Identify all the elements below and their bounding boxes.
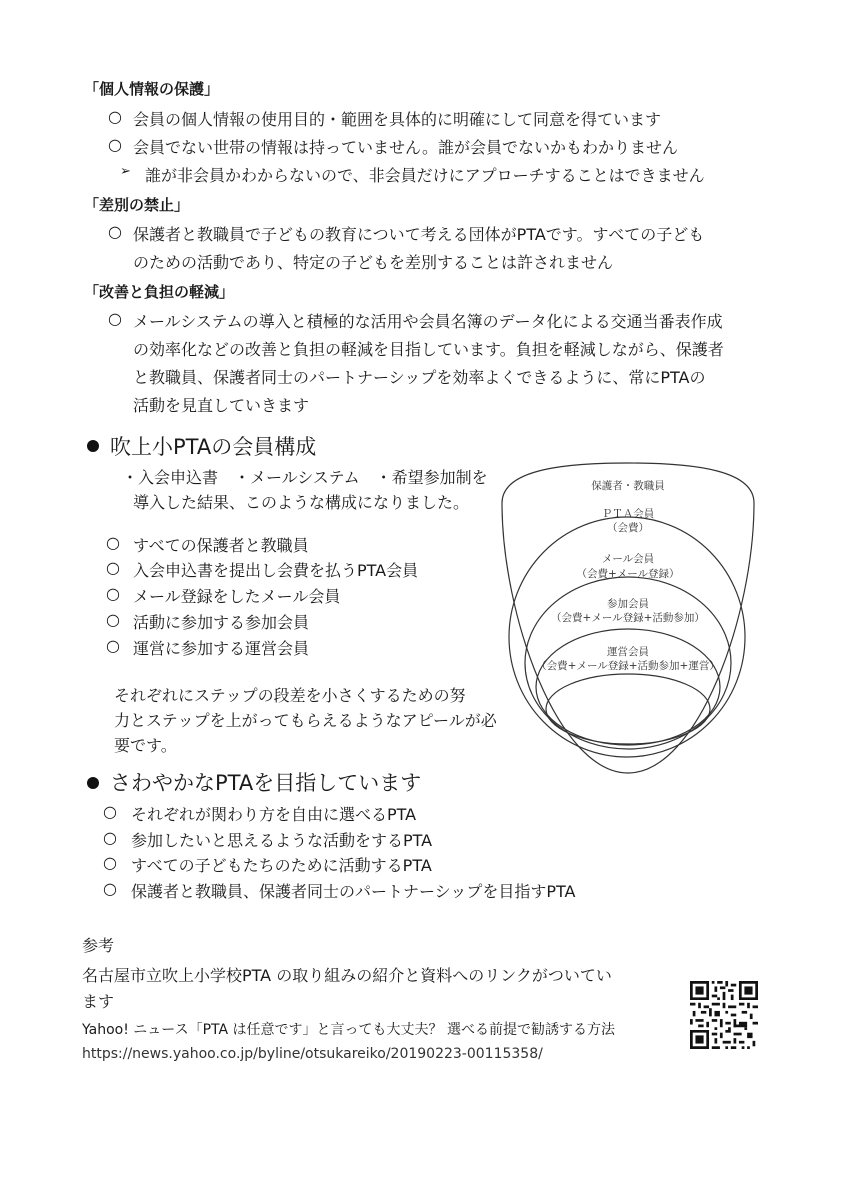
- improvement-line: の効率化などの改善と負担の軽減を目指しています。負担を軽減しながら、保護者: [133, 340, 724, 359]
- privacy-item: 会員の個人情報の使用目的・範囲を具体的に明確にして同意を得ています: [133, 110, 662, 129]
- improvement-line: 活動を見直していきます: [133, 396, 310, 415]
- qr-code-icon[interactable]: [690, 981, 758, 1049]
- diagram-sublabel: （会費+メール登録）: [576, 568, 680, 580]
- membership-note-line: 要です。: [114, 736, 177, 755]
- membership-item: すべての保護者と教職員: [133, 536, 309, 555]
- circle-bullet-icon: ○: [103, 853, 117, 872]
- circle-bullet-icon: ○: [106, 533, 120, 552]
- membership-item: 活動に参加する参加会員: [133, 613, 310, 632]
- reference-desc-line: ます: [82, 992, 115, 1011]
- membership-diagram: [478, 455, 778, 780]
- refreshing-item: 参加したいと思えるような活動をするPTA: [131, 831, 433, 850]
- improvement-line: と教職員、保護者同士のパートナーシップを効率よくできるように、常にPTAの: [133, 368, 706, 387]
- bullet-dot-icon: [87, 777, 99, 789]
- reference-heading: 参考: [82, 936, 115, 955]
- privacy-sub-item: 誰が非会員かわからないので、非会員だけにアプローチすることはできません: [145, 166, 705, 185]
- membership-item: 入会申込書を提出し会費を払うPTA会員: [133, 561, 419, 580]
- circle-bullet-icon: ○: [108, 222, 122, 241]
- improvement-line: メールシステムの導入と積極的な活用や会員名簿のデータ化による交通当番表作成: [133, 312, 723, 331]
- discrimination-heading: 「差別の禁止」: [84, 196, 190, 214]
- reference-article-title: Yahoo! ニュース「PTA は任意です」と言っても大丈夫？ 選べる前提で勧誘する方法: [82, 1022, 615, 1038]
- membership-intro-line: ・入会申込書 ・メールシステム ・希望参加制を: [122, 468, 488, 487]
- circle-bullet-icon: ○: [108, 107, 122, 126]
- membership-item: メール登録をしたメール会員: [133, 587, 341, 606]
- discrimination-line: のための活動であり、特定の子どもを差別することは許されません: [133, 253, 614, 272]
- membership-item: 運営に参加する運営会員: [133, 639, 310, 658]
- diagram-sublabel: （会費+メール登録+活動参加）: [551, 612, 705, 624]
- reference-desc-line: 名古屋市立吹上小学校PTA の取り組みの紹介と資料へのリンクがついてい: [82, 966, 612, 985]
- circle-bullet-icon: ○: [103, 828, 117, 847]
- refreshing-item: それぞれが関わり方を自由に選べるPTA: [131, 805, 417, 824]
- circle-bullet-icon: ○: [106, 584, 120, 603]
- diagram-label: ＰＴＡ会員: [601, 508, 655, 520]
- diagram-label: メール会員: [601, 553, 655, 565]
- privacy-item: 会員でない世帯の情報は持っていません。誰が会員でないかもわかりません: [133, 138, 678, 157]
- circle-bullet-icon: ○: [108, 135, 122, 154]
- circle-bullet-icon: ○: [103, 802, 117, 821]
- bullet-dot-icon: [87, 440, 99, 452]
- discrimination-line: 保護者と教職員で子どもの教育について考える団体がPTAです。すべての子ども: [133, 225, 705, 244]
- arrow-bullet-icon: ➢: [120, 164, 131, 179]
- diagram-label: 参加会員: [607, 598, 649, 610]
- reference-url-link[interactable]: https://news.yahoo.co.jp/byline/otsukareiko/20190223-00115358/: [82, 1046, 543, 1062]
- privacy-heading: 「個人情報の保護」: [84, 80, 220, 98]
- improvement-heading: 「改善と負担の軽減」: [84, 283, 235, 301]
- diagram-sublabel: （会費）: [607, 522, 649, 534]
- diagram-sublabel: （会費+メール登録+活動参加+運営）: [536, 660, 720, 672]
- circle-bullet-icon: ○: [106, 558, 120, 577]
- circle-bullet-icon: ○: [106, 610, 120, 629]
- ring-operator: [546, 674, 710, 744]
- diagram-label: 運営会員: [607, 646, 649, 658]
- refreshing-item: すべての子どもたちのために活動するPTA: [131, 856, 432, 875]
- circle-bullet-icon: ○: [108, 309, 122, 328]
- refreshing-heading: さわやかなPTAを目指しています: [110, 771, 422, 795]
- membership-heading: 吹上小PTAの会員構成: [110, 435, 317, 459]
- membership-note-line: それぞれにステップの段差を小さくするための努: [114, 686, 466, 705]
- membership-intro-line: 導入した結果、このような構成になりました。: [133, 493, 470, 512]
- membership-note-line: 力とステップを上がってもらえるようなアピールが必: [114, 711, 497, 730]
- circle-bullet-icon: ○: [103, 879, 117, 898]
- circle-bullet-icon: ○: [106, 636, 120, 655]
- refreshing-item: 保護者と教職員、保護者同士のパートナーシップを目指すPTA: [131, 882, 576, 901]
- diagram-label: 保護者・教職員: [591, 480, 665, 492]
